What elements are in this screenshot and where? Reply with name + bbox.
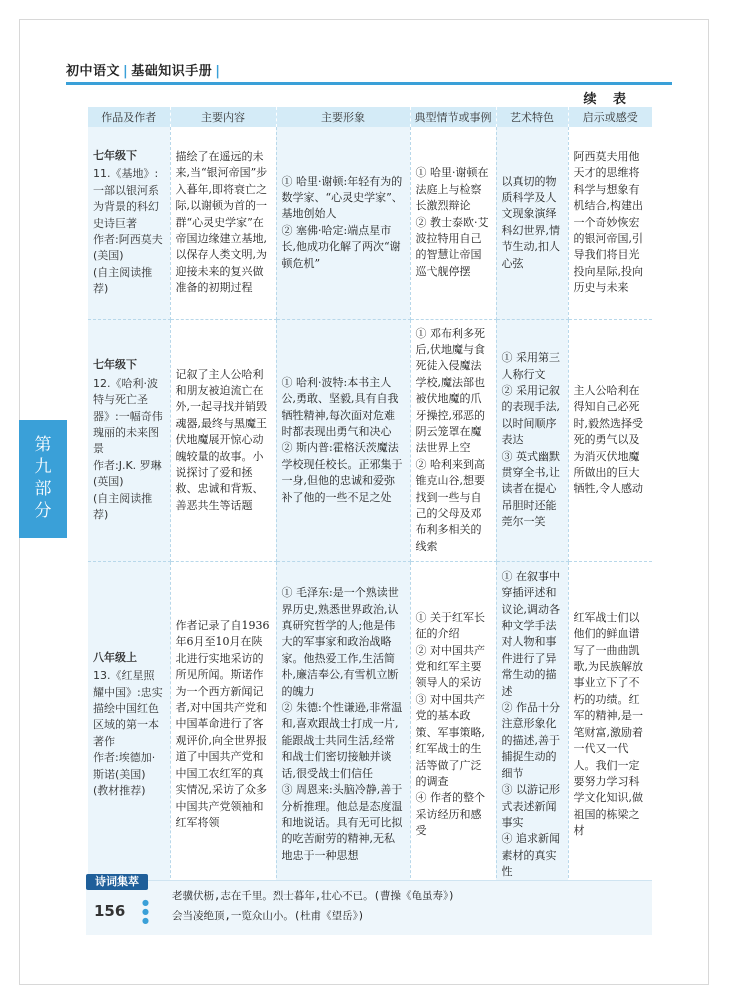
insight-cell: 主人公哈利在得知自己必死时,毅然选择受死的勇气以及为消灭伏地魔所做出的巨大牺牲,令人感动 — [568, 319, 652, 562]
column-header: 作品及作者 — [88, 107, 170, 127]
work-title: 12.《哈利·波特与死亡圣器》:一幅奇伟瑰丽的未来图景 — [93, 376, 163, 456]
section-tab-char: 九 — [34, 457, 52, 477]
column-header: 典型情节或事例 — [410, 107, 496, 127]
column-header: 主要内容 — [170, 107, 276, 127]
recommend-tag: (自主阅读推荐) — [93, 265, 153, 296]
table-row — [88, 562, 652, 888]
title-separator: | — [123, 64, 129, 79]
plot-item: ① 哈里·谢顿在法庭上与检察长激烈辩论 — [415, 166, 489, 213]
grade-label: 八年级上 — [93, 650, 137, 664]
plot-item: ① 邓布利多死后,伏地魔与食死徒入侵魔法学校,魔法部也被伏地魔的爪牙操控,邪恶的阴云笼罩在魔法世界上空 — [415, 326, 485, 455]
table-row — [88, 127, 652, 319]
plot-item: ② 对中国共产党和红军主要领导人的采访 — [415, 643, 485, 690]
work-title: 13.《红星照耀中国》:忠实描绘中国红色区域的第一本著作 — [93, 669, 163, 748]
recommend-tag: (自主阅读推荐) — [93, 491, 153, 521]
running-header — [66, 54, 672, 85]
page-number: 156 — [94, 902, 126, 920]
work-cell — [88, 127, 170, 319]
table-row — [88, 319, 652, 562]
art-item: ② 采用记叙的表现手法,以时间顺序表达 — [501, 383, 560, 447]
book-title — [66, 60, 224, 79]
art-cell — [496, 319, 568, 562]
plots-cell — [410, 319, 496, 562]
insight-cell: 红军战士们以他们的鲜血谱写了一曲曲凯歌,为民族解放事业立下了不朽的功绩。红军的精神,是一笔财富,激励着一代又一代人。我们一定要努力学习科学文化知识,做祖国的栋梁之材 — [568, 562, 652, 888]
art-item: ② 作品十分注意形象化的描述,善于捕捉生动的细节 — [501, 701, 560, 780]
section-tab-char: 第 — [34, 435, 52, 455]
image-item: ② 朱德:个性谦逊,非常温和,喜欢跟战士打成一片,能跟战士共同生活,经常和战士们密切接触并谈话,很受战士们信任 — [281, 701, 403, 780]
recommend-tag: (教材推荐) — [93, 784, 146, 798]
section-tab-char: 分 — [34, 501, 52, 521]
section-tab — [19, 420, 67, 538]
image-item: ① 毛泽东:是一个熟读世界历史,熟悉世界政治,认真研究哲学的人;他是伟大的军事家和政治战略家。他热爱工作,生活简朴,廉洁奉公,有雪机立断的魄力 — [281, 586, 399, 698]
work-author: 作者:J.K. 罗琳(英国) — [93, 458, 162, 489]
plot-item: ① 关于红军长征的介绍 — [415, 610, 485, 641]
content-cell: 描绘了在遥远的未来,当“银河帝国”步入暮年,即将衰亡之际,以谢顿为首的一群“心灵史学家”在帝国边缘建立基地,以保存人类文明,为迎接未来的复兴做准备的初期过程 — [170, 127, 276, 319]
content-cell: 作者记录了自1936年6月至10月在陕北进行实地采访的所见所闻。斯诺作为一个西方新闻记者,对中国共产党和中国革命进行了客观评价,向全世界报道了中国共产党和中国工农红军的真实情况,采访了众多中国共产党领袖和红军将领 — [170, 562, 276, 888]
column-header: 主要形象 — [276, 107, 410, 127]
grade-label: 七年级下 — [93, 358, 137, 372]
section-tab-char: 部 — [34, 479, 52, 499]
reading-table — [88, 107, 652, 888]
image-item: ③ 周恩来:头脑冷静,善于分析推理。他总是态度温和地说话。具有无可比拟的吃苦耐劳的精神,无私地忠于一种思想 — [281, 783, 403, 862]
poem-line: 会当凌绝顶,一览众山小。(杜甫《望岳》) — [172, 910, 365, 922]
column-header: 艺术特色 — [496, 107, 568, 127]
book-subtitle: 基础知识手册 — [131, 64, 213, 79]
image-item: ② 塞佛·哈定:端点星市长,他成功化解了两次“谢顿危机” — [281, 223, 401, 270]
images-cell — [276, 127, 410, 319]
art-item: 以真切的物质科学及人文现象演绎科幻世界,情节生动,扣人心弦 — [501, 174, 560, 270]
work-title: 11.《基地》:一部以银河系为背景的科幻史诗巨著 — [93, 167, 159, 230]
art-cell — [496, 562, 568, 888]
work-cell — [88, 319, 170, 562]
plots-cell — [410, 127, 496, 319]
image-item: ② 斯内普:霍格沃茨魔法学校现任校长。正邪集于一身,但他的忠诚和爱弥补了他的一些不足之处 — [281, 441, 403, 504]
table-continued-label: 续 表 — [583, 92, 632, 107]
title-end-mark: | — [215, 64, 221, 79]
images-cell — [276, 562, 410, 888]
images-cell — [276, 319, 410, 562]
poem-line: 老骥伏枥,志在千里。烈士暮年,壮心不已。(曹操《龟虽寿》) — [172, 890, 455, 902]
work-cell — [88, 562, 170, 888]
art-cell — [496, 127, 568, 319]
insight-cell: 阿西莫夫用他天才的思维将科学与想象有机结合,构建出一个奇妙恢宏的银河帝国,引导我们将目光投向星际,投向历史与未来 — [568, 127, 652, 319]
art-item: ① 采用第三人称行文 — [501, 351, 560, 381]
book-name: 初中语文 — [66, 64, 121, 79]
plot-item: ④ 作者的整个采访经历和感受 — [415, 791, 485, 838]
work-author: 作者:阿西莫夫(美国) — [93, 232, 163, 263]
plot-item: ② 哈利来到高锥克山谷,想要找到一些与自己的父母及邓布利多相关的线索 — [415, 457, 485, 553]
dots-ornament-icon: ● ● ● — [142, 898, 149, 925]
content-cell: 记叙了主人公哈利和朋友被迫流亡在外,一起寻找并销毁魂器,最终与黑魔王伏地魔展开惊心动魄较量的故事。小说探讨了爱和拯救、忠诚和背叛、善恶共生等话题 — [170, 319, 276, 562]
column-header: 启示或感受 — [568, 107, 652, 127]
art-item: ④ 追求新闻素材的真实性 — [501, 832, 560, 879]
plots-cell — [410, 562, 496, 888]
image-item: ① 哈利·波特:本书主人公,勇敢、坚毅,具有自我牺牲精神,每次面对危难时都表现出勇气和决心 — [281, 375, 399, 438]
art-item: ① 在叙事中穿插评述和议论,调动各种文学手法对人物和事件进行了异常生动的描述 — [501, 569, 560, 698]
art-item: ③ 以游记形式表述新闻事实 — [501, 783, 560, 829]
image-item: ① 哈里·谢顿:年轻有为的数学家、“心灵史学家”、基地创始人 — [281, 174, 403, 221]
poem-badge: 诗词集萃 — [86, 874, 148, 890]
plot-item: ③ 对中国共产党的基本政策、军事策略,红军战士的生活等做了广泛的调查 — [415, 692, 485, 788]
grade-label: 七年级下 — [93, 148, 137, 162]
work-author: 作者:埃德加·斯诺(美国) — [93, 751, 156, 781]
plot-item: ② 教士泰欧·艾波拉特用自己的智慧让帝国巡弋舰停摆 — [415, 215, 489, 278]
table-header-row — [88, 107, 652, 127]
art-item: ③ 英式幽默贯穿全书,让读者在提心吊胆时还能莞尔一笑 — [501, 449, 560, 529]
